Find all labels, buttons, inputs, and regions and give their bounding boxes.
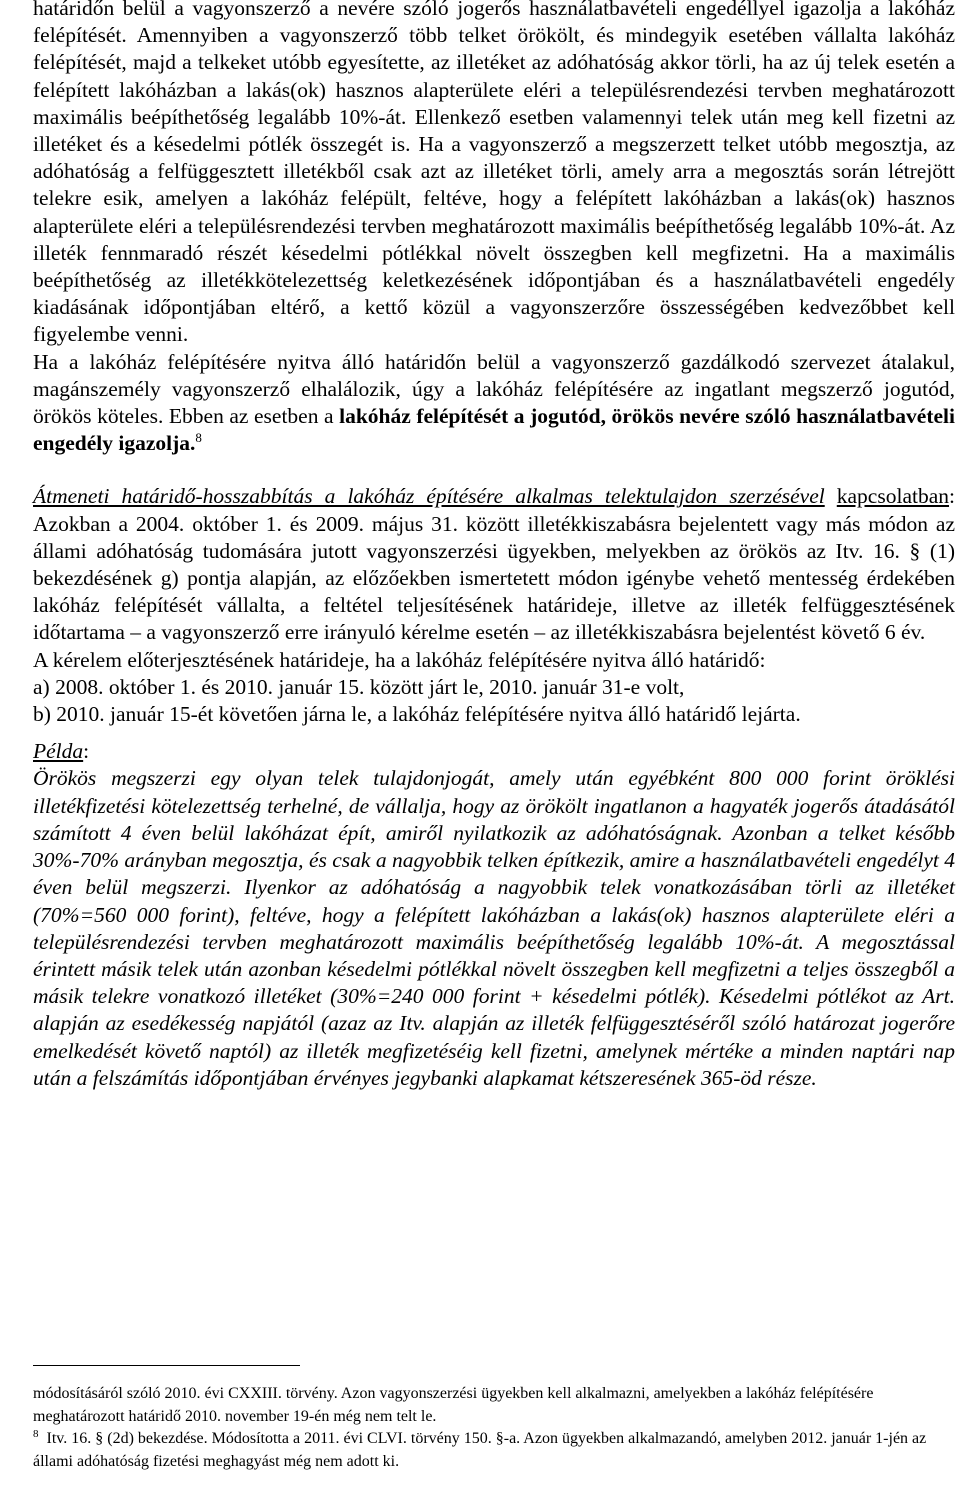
example-label: Példa — [33, 739, 84, 764]
footnote-ref-8: 8 — [195, 430, 202, 446]
paragraph-illetek-torles-text: határidőn belül a vagyonszerző a nevére szóló jogerős használatbavételi engedéllyel igazolja a lakóház felépítését. Amennyiben a vagyonszerző több telket örökölt, és mindegyik esetében vállalta lakóház felépítését, majd a telkeket utóbb egyesítette, az illetéket az adóhatóság akkor törli, ha az új telek esetén a felépített lakóházban a lakás(ok) hasznos alapterülete eléri a településrendezési tervben meghatározott maximális beépíthetőség legalább 10%-át. Ellenkező esetben valamennyi telek után meg kell fizetni az illetéket és a késedelmi pótlék összegét is. Ha a vagyonszerző a megszerzett telket utóbb megosztja, az adóhatóság a felfüggesztett illetékből csak azt az illetéket törli, amely arra a megosztás során létrejött telekre esik, amelyen a lakóház felépült, feltéve, hogy a felépített lakóházban a lakás(ok) hasznos alapterülete eléri a településrendezési tervben meghatározott maximális beépíthetőség legalább 10%-át. Az illeték fennmaradó részét késedelmi pótlékkal növelt összegben kell megfizetni. Ha a maximális beépíthetőség az illetékkötelezettség keletkezésének időpontjában és a használatbavételi engedély kiadásának időpontjában eltérő, a kettő közül a vagyonszerzőre összességében kedvezőbbet kell figyelembe venni. — [33, 0, 955, 347]
paragraph-jogutod-text: Ha a lakóház felépítésére nyitva álló határidőn belül a vagyonszerző gazdálkodó szervezet átalakul, magánszemély vagyonszerző elhalálozik, úgy a lakóház felépítésére az ingatlant megszerző jogutód, örökös köteles. Ebben az esetben a — [33, 349, 955, 429]
footnotes — [33, 1383, 955, 1473]
paragraph-kerelem-hatarido — [33, 647, 955, 674]
footnote-continuation — [33, 1383, 955, 1428]
paragraph-jogutod-bold: lakóház felépítését a jogutód, örökös nevére szóló használatbavételi engedély igazolja. — [33, 404, 955, 456]
list-item-b — [33, 701, 955, 728]
section-title-kapcsolatban: kapcsolatban — [836, 484, 950, 509]
example-heading — [33, 738, 955, 765]
paragraph-jogutod — [33, 349, 955, 458]
example-text: Örökös megszerzi egy olyan telek tulajdonjogát, amely után egyébként 800 000 forint öröklési illetékfizetési kötelezettség terhelné, de vállalja, hogy az örökölt ingatlanon a hagyaték jogerős átadásától számított 4 éven belül lakóházat épít, amiről nyilatkozik az adóhatóságnak. Azonban a telket később 30%-70% arányban megosztja, és csak a nagyobbik telken építkezik, amire a használatbavételi engedélyt 4 éven belül megszerzi. Ilyenkor az adóhatóság a nagyobbik telek vonatkozásában törli az illetéket (70%=560 000 forint), feltéve, hogy a felépített lakóházban a lakás(ok) hasznos alapterülete eléri a településrendezési tervben meghatározott maximális beépíthetőség legalább 10%-át. A megosztással érintett másik telek után azonban késedelmi pótlékkal növelt összegben kell megfizetni a teljes összegből a másik telekre vonatkozó illetéket (30%=240 000 forint + késedelmi pótlék). Késedelmi pótlékot az Art. alapján az esedékesség napjától (azaz az Itv. alapján az illeték felfüggesztéséről szóló határozat jogerőre emelkedését követő naptól) az illeték megfizetéséig kell fizetni, amelynek mértéke a minden naptári nap után a felszámítás időpontjában érvényes jegybanki alapkamat kétszeresének 365-öd része. — [33, 766, 955, 1090]
list-item-a — [33, 674, 955, 701]
example-paragraph — [33, 765, 955, 1091]
paragraph-atmeneti-hatarido — [33, 483, 955, 646]
footnote-separator — [33, 1365, 300, 1366]
footnote-8-number: 8 — [33, 1427, 39, 1440]
paragraph-atmeneti-text: : Azokban a 2004. október 1. és 2009. május 31. között illetékkiszabásra bejelentett vagy más módon az állami adóhatóság tudomására jutott vagyonszerzési ügyekben, melyekben az örökös az Itv. 16. § (1) bekezdésének g) pontja alapján, az előzőekben ismertetett módon igénybe vehető mentesség érdekében lakóház felépítését vállalta, a feltétel teljesítésének határideje, illetve az illeték felfüggesztésének időtartama – a vagyonszerző erre irányuló kérelme esetén – az illetékkiszabásra bejelentést követő 6 év. — [33, 484, 955, 645]
list-item-a-text: a) 2008. október 1. és 2010. január 15. között járt le, 2010. január 31-e volt, — [33, 674, 685, 699]
section-title-atmeneti: Átmeneti határidő-hosszabbítás a lakóház építésére alkalmas telektulajdon szerzésével — [33, 484, 825, 509]
paragraph-kerelem-text: A kérelem előterjesztésének határideje, ha a lakóház felépítésére nyitva álló határidő: — [33, 647, 766, 672]
list-item-b-text: b) 2010. január 15-ét követően járna le, a lakóház felépítésére nyitva álló határidő lejárta. — [33, 702, 801, 727]
example-colon: : — [83, 739, 90, 764]
footnote-8-text: Itv. 16. § (2d) bekezdése. Módosította a 2011. évi CLVI. törvény 150. §-a. Azon ügyekben alkalmazandó, amelyben 2012. január 1-jén az állami adóhatóság fizetési meghagyást még nem adott ki. — [33, 1430, 927, 1470]
paragraph-illetek-torles — [33, 0, 955, 349]
footnote-continuation-text: módosításáról szóló 2010. évi CXXIII. törvény. Azon vagyonszerzési ügyekben kell alkalmazni, amelyekben a lakóház felépítésére meghatározott határidő 2010. november 19-én még nem telt le. — [33, 1385, 874, 1425]
footnote-8 — [33, 1428, 955, 1473]
document-body — [33, 0, 955, 1092]
